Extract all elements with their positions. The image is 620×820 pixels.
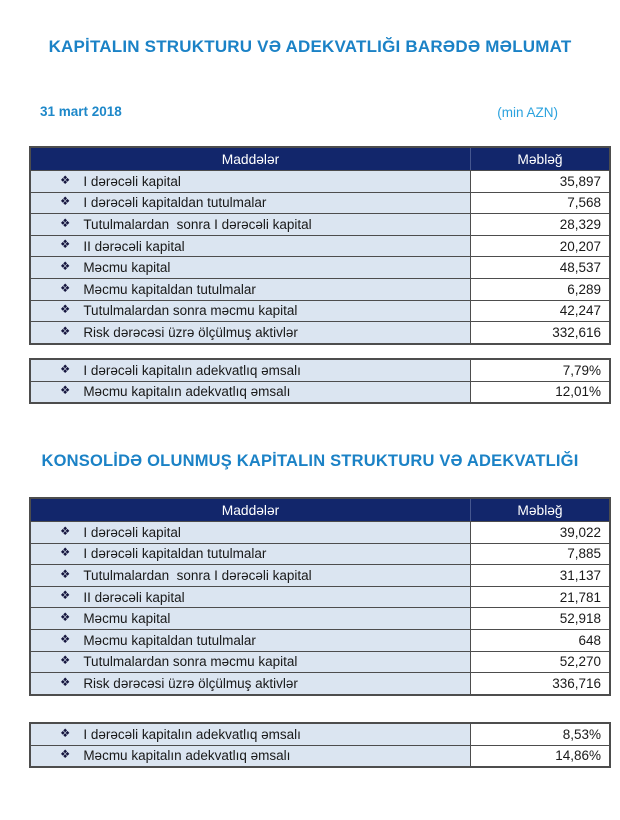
row-label: Məcmu kapitalın adekvatlıq əmsalı [83,384,291,400]
row-label: Tutulmalardan sonra məcmu kapital [83,303,298,319]
table-row [31,192,609,214]
row-label-cell [31,236,470,257]
diamond-bullet-icon: ❖ [60,260,71,273]
row-label-cell [31,673,470,694]
row-value: 31,137 [470,565,609,586]
row-label: Risk dərəcəsi üzrə ölçülmuş aktivlər [83,675,298,691]
diamond-bullet-icon: ❖ [60,325,71,338]
page-title: KAPİTALIN STRUKTURU VƏ ADEKVATLIĞI BARƏDƏ MƏLUMAT [48,37,572,56]
row-label-cell [31,587,470,608]
row-label-cell [31,301,470,322]
row-value: 7,568 [470,193,609,214]
currency-unit-label: (min AZN) [497,105,558,120]
row-label: Tutulmalardan sonra I dərəcəli kapital [83,216,312,232]
row-label-cell [31,279,470,300]
diamond-bullet-icon: ❖ [60,217,71,230]
row-value: 28,329 [470,214,609,235]
table-row [31,321,609,343]
row-value: 52,270 [470,652,609,673]
diamond-bullet-icon: ❖ [60,363,71,376]
row-label: Tutulmalardan sonra məcmu kapital [83,654,298,670]
row-label-cell [31,630,470,651]
table-row [31,360,609,381]
row-value: 35,897 [470,171,609,192]
capital-adequacy-ratios-table [29,358,611,404]
table-row [31,586,609,608]
table-row [31,607,609,629]
row-label-cell [31,652,470,673]
row-value: 42,247 [470,301,609,322]
row-label: II dərəcəli kapital [83,238,185,254]
diamond-bullet-icon: ❖ [60,633,71,646]
row-label-cell [31,565,470,586]
row-label-cell [31,193,470,214]
row-value: 332,616 [470,322,609,343]
row-label: Tutulmalardan sonra I dərəcəli kapital [83,567,312,583]
row-label: I dərəcəli kapitalın adekvatlıq əmsalı [83,362,301,378]
diamond-bullet-icon: ❖ [60,727,71,740]
row-label: I dərəcəli kapitaldan tutulmalar [83,546,267,562]
row-label: Məcmu kapitaldan tutulmalar [83,281,256,297]
diamond-bullet-icon: ❖ [60,385,71,397]
diamond-bullet-icon: ❖ [60,547,71,560]
diamond-bullet-icon: ❖ [60,239,71,252]
row-label-cell [31,724,470,745]
column-header-amount: Məbləğ [470,499,609,521]
column-header-items: Maddələr [221,151,280,167]
diamond-bullet-icon: ❖ [60,568,71,581]
diamond-bullet-icon: ❖ [60,525,71,538]
diamond-bullet-icon: ❖ [60,611,71,624]
table-row [31,629,609,651]
table-row [31,256,609,278]
consolidated-capital-structure-table [29,497,611,696]
diamond-bullet-icon: ❖ [60,590,71,603]
row-label: II dərəcəli kapital [83,589,185,605]
row-value: 39,022 [470,522,609,543]
table-header-row [31,148,609,170]
row-label-cell [31,608,470,629]
diamond-bullet-icon: ❖ [60,174,71,187]
row-label-cell [31,214,470,235]
row-value: 52,918 [470,608,609,629]
diamond-bullet-icon: ❖ [60,282,71,295]
row-label-cell [31,171,470,192]
row-value: 48,537 [470,257,609,278]
row-label: Məcmu kapitalın adekvatlıq əmsalı [83,748,291,764]
diamond-bullet-icon: ❖ [60,749,71,761]
column-header-amount: Məbləğ [470,148,609,170]
column-header-items: Maddələr [221,502,280,518]
row-label: I dərəcəli kapitalın adekvatlıq əmsalı [83,726,301,742]
consolidated-section-title: KONSOLİDƏ OLUNMUŞ KAPİTALIN STRUKTURU VƏ ADEKVATLIĞI [41,452,579,470]
row-value: 6,289 [470,279,609,300]
row-label: I dərəcəli kapitaldan tutulmalar [83,195,267,211]
row-value: 336,716 [470,673,609,694]
table-row [31,521,609,543]
row-label: I dərəcəli kapital [83,524,181,540]
row-value: 648 [470,630,609,651]
table-row [31,235,609,257]
row-value: 7,79% [470,360,609,381]
row-label: Məcmu kapitaldan tutulmalar [83,632,256,648]
diamond-bullet-icon: ❖ [60,196,71,209]
row-label-cell [31,544,470,565]
row-label-cell [31,382,470,403]
capital-structure-table [29,146,611,345]
diamond-bullet-icon: ❖ [60,655,71,668]
row-label: Məcmu kapital [83,611,171,627]
table-row [31,745,609,767]
row-label-cell [31,360,470,381]
table-row [31,543,609,565]
table-row [31,381,609,403]
table-row [31,564,609,586]
row-value: 8,53% [470,724,609,745]
row-label-cell [31,746,470,767]
row-label: Məcmu kapital [83,260,171,276]
row-label: Risk dərəcəsi üzrə ölçülmuş aktivlər [83,324,298,340]
table-row [31,278,609,300]
consolidated-capital-adequacy-ratios-table [29,722,611,768]
table-row [31,170,609,192]
table-header-row [31,499,609,521]
diamond-bullet-icon: ❖ [60,676,71,689]
row-label-cell [31,322,470,343]
table-row [31,300,609,322]
row-label: I dərəcəli kapital [83,173,181,189]
table-row [31,213,609,235]
row-value: 20,207 [470,236,609,257]
row-label-cell [31,257,470,278]
row-value: 7,885 [470,544,609,565]
table-row [31,651,609,673]
row-value: 14,86% [470,746,609,767]
row-value: 12,01% [470,382,609,403]
row-value: 21,781 [470,587,609,608]
table-row [31,672,609,694]
diamond-bullet-icon: ❖ [60,304,71,317]
row-label-cell [31,522,470,543]
report-date: 31 mart 2018 [40,104,122,119]
table-row [31,724,609,745]
